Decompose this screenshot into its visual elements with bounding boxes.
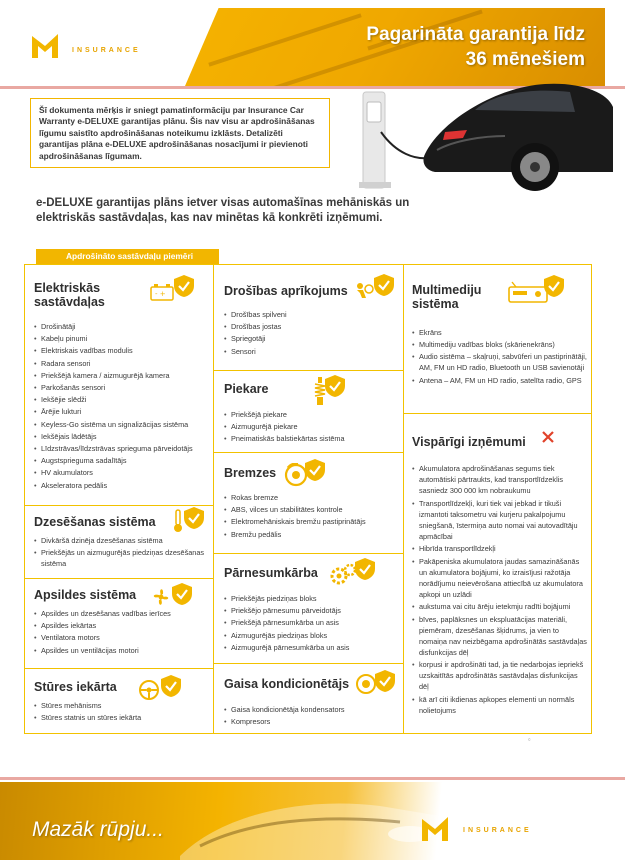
list-item: • Priekšējo pārnesumu pārveidotājs xyxy=(224,605,399,617)
grid-divider xyxy=(213,553,403,554)
list-item: • Pneimatiskās balstiekārtas sistēma xyxy=(224,433,399,445)
shield-check-icon xyxy=(373,273,395,297)
section-title: Piekare xyxy=(224,382,269,396)
svg-text:- +: - + xyxy=(155,290,166,298)
logo-text: INSURANCE xyxy=(463,827,532,834)
shield-check-icon xyxy=(374,669,396,693)
grid-divider xyxy=(24,578,213,579)
section-steering xyxy=(34,680,209,724)
list-item: • Priekšējās un aizmugurējās piedziņas dzesēšanas sistēma xyxy=(34,547,209,569)
list-item: • Līdzstrāvas/līdzstrāvas sprieguma pārveidotājs xyxy=(34,443,209,455)
footer-slogan: Mazāk rūpju... xyxy=(32,818,164,841)
list-item: • Bremžu pedālis xyxy=(224,529,399,541)
cross-icon xyxy=(541,430,555,444)
list-item: • ABS, vilces un stabilitātes kontrole xyxy=(224,504,399,516)
list-item: • aukstuma vai citu ārēju ietekmju radīti bojājumi xyxy=(412,601,587,612)
list-item: • Parkošanās sensori xyxy=(34,382,209,394)
list-item: • Priekšējā kamera / aizmugurējā kamera xyxy=(34,370,209,382)
section-title: Multimediju sistēma xyxy=(412,283,482,311)
list-item: • Stūres statnis un stūres iekārta xyxy=(34,712,209,724)
list-item: • Akseleratora pedālis xyxy=(34,480,209,492)
list-item: • Elektromehāniskais bremžu pastiprinātājs xyxy=(224,516,399,528)
list-item: • bīves, paplāksnes un ekspluatācijas materiāli, piemēram, dzesēšanas šķidrums, ja vien to nomaiņa nav neizbēgama apdrošinātās sastāvdaļas disfunkcijas dēļ xyxy=(412,614,587,658)
logo-icon xyxy=(420,813,450,843)
section-suspension xyxy=(224,382,399,446)
section-electrical xyxy=(34,281,209,492)
footer-divider xyxy=(0,777,625,780)
list-item: • Ekrāns xyxy=(412,327,588,339)
logo-icon xyxy=(30,30,60,60)
section-title: Stūres iekārta xyxy=(34,680,117,694)
list-item: • Spriegotāji xyxy=(224,333,399,345)
section-title: Vispārīgi izņēmumi xyxy=(412,435,526,449)
list-item: • Transportlīdzekļi, kuri tiek vai jebkad ir tikuši izmantoti taksometru vai kurjeru pakalpojumu sniegšanā, īstermiņa auto nomai vai autovadītāju apmācībai xyxy=(412,498,587,542)
list-item: • Multimediju vadības bloks (skārienekrāns) xyxy=(412,339,588,351)
list-item: • Keyless-Go sistēma un signalizācijas sistēma xyxy=(34,419,209,431)
section-multimedia xyxy=(412,283,588,387)
list-item: • Aizmugurējās piedziņas bloks xyxy=(224,630,399,642)
section-title: Bremzes xyxy=(224,466,277,480)
list-item: • Iekšējie slēdži xyxy=(34,394,209,406)
list-item: • Rokas bremze xyxy=(224,492,399,504)
intro-box: Šī dokumenta mērķis ir sniegt pamatinformāciju par Insurance Car Warranty e-DELUXE garantijas plānu. Šis nav visu ar apdrošināšanas līgumu saistīto apdrošināšanas noteikumu izklāsts. Detalizēti garantijas plāna e-DELUXE apdrošināšanas nosacījumi ir pievienoti apdrošināšanas līgumam. xyxy=(30,98,330,168)
list-item: • Elektriskais vadības modulis xyxy=(34,345,209,357)
list-item: • Antena – AM, FM un HD radio, satelīta radio, GPS xyxy=(412,375,588,387)
list-item: • HV akumulators xyxy=(34,467,209,479)
battery-icon xyxy=(150,283,174,301)
grid-divider xyxy=(213,663,403,664)
section-exclusions xyxy=(412,435,587,717)
section-title: Dzesēšanas sistēma xyxy=(34,515,156,529)
grid-divider xyxy=(213,452,403,453)
list-item: • Akumulatora apdrošināšanas segums tiek automātiski pārtraukts, kad transportlīdzeklis sasniedz 300 000 km nobraukumu xyxy=(412,463,587,496)
list-item: • Radara sensori xyxy=(34,358,209,370)
list-item: • Iekšējais lādētājs xyxy=(34,431,209,443)
list-item: • Stūres mehānisms xyxy=(34,700,209,712)
list-item: • Pakāpeniska akumulatora jaudas samazināšanās un akumulatora bojājumi, ko izraisījusi ražotāja norādījumu neievērošana attiecībā uz akumulatora apkopi un uzlādi xyxy=(412,556,587,600)
shield-check-icon xyxy=(171,582,193,606)
list-item: • Hibrīda transportlīdzekļi xyxy=(412,543,587,554)
list-item: • Kompresors xyxy=(224,716,399,728)
list-item: • Ventilatora motors xyxy=(34,632,209,644)
section-tag: Apdrošināto sastāvdaļu piemēri xyxy=(36,249,219,264)
list-item: • Drošinātāji xyxy=(34,321,209,333)
list-item: • Apsildes iekārtas xyxy=(34,620,209,632)
grid-divider xyxy=(403,413,592,414)
steering-wheel-icon xyxy=(138,679,160,701)
shield-check-icon xyxy=(304,458,326,482)
section-title: Pārnesumkārba xyxy=(224,566,318,580)
section-title: Elektriskās sastāvdaļas xyxy=(34,281,105,309)
list-item: • Aizmugurējā pārnesumkārba un asis xyxy=(224,642,399,654)
lead-paragraph: e-DELUXE garantijas plāns ietver visas automašīnas mehāniskās un elektriskās sastāvdaļas, kas nav minētas kā konkrēti izņēmumi. xyxy=(36,197,410,224)
radio-icon xyxy=(508,281,548,303)
car-detail-illustration xyxy=(180,786,440,860)
list-item: • Priekšējās piedziņas bloks xyxy=(224,593,399,605)
shield-check-icon xyxy=(324,374,346,398)
list-item: • Apsildes un dzesēšanas vadības ierīces xyxy=(34,608,209,620)
list-item: • Gaisa kondicionētāja kondensators xyxy=(224,704,399,716)
list-item: • Divkāršā dzinēja dzesēšanas sistēma xyxy=(34,535,209,547)
list-item: • Priekšējā piekare xyxy=(224,409,399,421)
list-item: • Drošības jostas xyxy=(224,321,399,333)
shield-check-icon xyxy=(183,506,205,530)
shield-check-icon xyxy=(173,274,195,298)
grid-divider xyxy=(213,370,403,371)
list-item: • Apsildes un ventilācijas motori xyxy=(34,645,209,657)
list-item: • Ārējie lukturi xyxy=(34,406,209,418)
shield-check-icon xyxy=(354,557,376,581)
copyright-fineprint: © xyxy=(528,738,531,742)
section-title: Gaisa kondicionētājs xyxy=(224,677,350,691)
list-item: • Priekšējā pārnesumkārba un asis xyxy=(224,617,399,629)
list-item: • Drošības spilveni xyxy=(224,309,399,321)
electric-car-illustration xyxy=(345,62,615,197)
logo-text: INSURANCE xyxy=(72,47,141,54)
list-item: • kā arī citi ikdienas apkopes elementi un normāls nolietojums xyxy=(412,694,587,716)
grid-divider xyxy=(403,264,404,734)
shield-check-icon xyxy=(543,274,565,298)
list-item: • korpusi ir apdrošināti tad, ja tie nedarbojas iepriekš uzskaitītās apdrošinātās sastāvdaļas disfunkcijas dēļ xyxy=(412,659,587,692)
section-title: Apsildes sistēma xyxy=(34,588,137,602)
grid-divider xyxy=(24,668,213,669)
shield-check-icon xyxy=(160,674,182,698)
fan-icon xyxy=(150,586,172,608)
list-item: • Sensori xyxy=(224,346,399,358)
gears-icon xyxy=(330,563,356,587)
section-title: Drošības aprīkojums xyxy=(224,284,348,298)
list-item: • Augstsprieguma sadalītājs xyxy=(34,455,209,467)
list-item: • Kabeļu pinumi xyxy=(34,333,209,345)
list-item: • Audio sistēma – skaļruņi, sabvūferi un pastiprinātāji, AM, FM un HD radio, Bluetooth un USB savienotāji xyxy=(412,351,588,373)
list-item: • Aizmugurējā piekare xyxy=(224,421,399,433)
header-title: Pagarināta garantija līdz 36 mēnešiem xyxy=(366,24,585,70)
airbag-icon xyxy=(354,281,374,301)
